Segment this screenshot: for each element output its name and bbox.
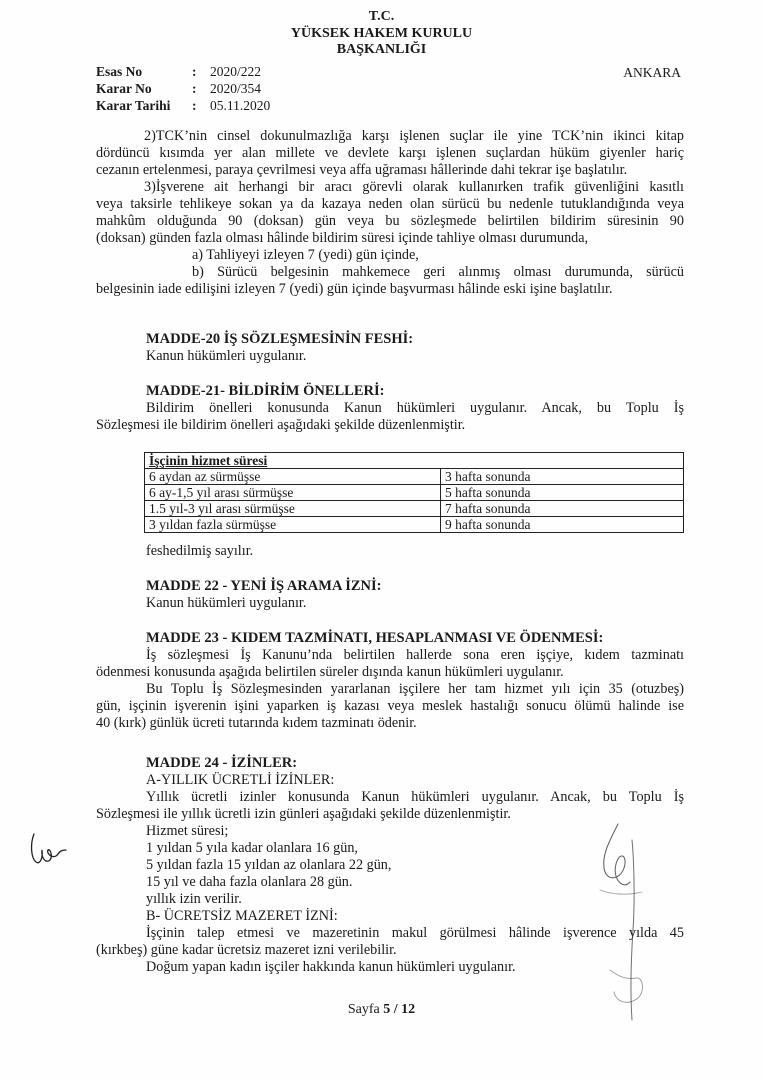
meta-label: Karar Tarihi xyxy=(96,98,171,113)
table-cell-period: 1.5 yıl-3 yıl arası sürmüşse xyxy=(145,501,441,517)
meta-label: Karar No xyxy=(96,81,152,96)
paragraph-line: cezanın ertelenmesi, paraya çevrilmesi veya affa uğraması hâllerinde dahi tekrar işe başlatılır. xyxy=(96,162,628,178)
paragraph-line: 2)TCK’nin cinsel dokunulmazlığa karşı işlenen suçlar ile yine TCK’nin ikinci kitap xyxy=(144,128,684,144)
paragraph-line: belgesinin iade edilişini izleyen 7 (yedi) gün içinde başvurması hâlinde eski işine başlatılır. xyxy=(96,281,613,297)
meta-value: 2020/222 xyxy=(210,64,262,79)
article-23 xyxy=(96,630,684,732)
header-tc: T.C. xyxy=(368,9,395,24)
table-cell-period: 3 yıldan fazla sürmüşse xyxy=(145,517,441,533)
paragraph-line: veya taksirle tehlikeye sokan ya da kazaya neden olan sürücü bu nedenle tutuklandığında veya xyxy=(96,196,684,212)
table-cell-notice: 5 hafta sonunda xyxy=(441,485,684,501)
page-number-value: 5 / 12 xyxy=(383,1002,416,1017)
article-title: MADDE 24 - İZİNLER: xyxy=(146,755,298,771)
page-number xyxy=(0,1001,763,1018)
list-item: 1 yıldan 5 yıla kadar olanlara 16 gün, xyxy=(146,840,358,856)
paragraph-line: Sözleşmesi ile yıllık ücretli izin günleri aşağıdaki şekilde düzenlenmiştir. xyxy=(96,806,511,822)
meta-value: 2020/354 xyxy=(210,81,262,96)
article-body: Kanun hükümleri uygulanır. xyxy=(146,348,307,364)
table-row xyxy=(145,485,684,501)
subsection-title: A-YILLIK ÜCRETLİ İZİNLER: xyxy=(146,772,335,788)
list-item-a: a) Tahliyeyi izleyen 7 (yedi) gün içinde, xyxy=(192,247,419,263)
list-item: 5 yıldan fazla 15 yıldan az olanlara 22 gün, xyxy=(146,857,392,873)
case-meta xyxy=(96,63,270,114)
list-item: yıllık izin verilir. xyxy=(146,891,242,907)
table-footnote xyxy=(96,543,684,560)
meta-colon: : xyxy=(192,81,197,96)
meta-colon: : xyxy=(192,98,197,113)
header-institution: YÜKSEK HAKEM KURULU xyxy=(290,26,473,41)
table-header-row xyxy=(145,453,684,469)
paragraph-line: gün, işçinin işverenin işini yaparken iş kazası veya meslek hastalığı sonucu ölümü halinde ise xyxy=(96,698,684,714)
article-title: MADDE-20 İŞ SÖZLEŞMESİNİN FESHİ: xyxy=(146,331,414,347)
meta-row-esas xyxy=(96,63,270,80)
article-title: MADDE-21- BİLDİRİM ÖNELLERİ: xyxy=(146,383,385,399)
paragraph-line: ödenmesi konusunda aşağıda belirtilen süreler dışında kanun hükümleri uygulanır. xyxy=(96,664,564,680)
header-department: BAŞKANLIĞI xyxy=(336,42,427,57)
page-number-prefix: Sayfa xyxy=(347,1002,384,1017)
table-row xyxy=(145,517,684,533)
meta-row-tarih xyxy=(96,97,270,114)
table-cell-period: 6 ay-1,5 yıl arası sürmüşse xyxy=(145,485,441,501)
article-22 xyxy=(96,578,684,612)
table-cell-notice: 7 hafta sonunda xyxy=(441,501,684,517)
paragraph-line: dördüncü kısımda yer alan millete ve devlete karşı işlenen suçlardan hüküm giyenler hariç xyxy=(96,145,684,161)
table-cell-notice: 9 hafta sonunda xyxy=(441,517,684,533)
table-row xyxy=(145,469,684,485)
table-row xyxy=(145,501,684,517)
meta-row-karar xyxy=(96,80,270,97)
list-item: 15 yıl ve daha fazla olanlara 28 gün. xyxy=(146,874,353,890)
list-item-b: b) Sürücü belgesinin mahkemece geri alınmış olması durumunda, sürücü xyxy=(192,264,684,280)
paragraph-line: mahkûm olduğunda 90 (doksan) gün veya bu sözleşmede belirtilen bildirim süresinin 90 xyxy=(96,213,684,229)
intro-section xyxy=(96,128,684,298)
meta-value: 05.11.2020 xyxy=(210,98,271,113)
notice-period-table xyxy=(144,452,684,533)
meta-label: Esas No xyxy=(96,64,143,79)
paragraph-line: Bildirim önelleri konusunda Kanun hükümleri uygulanır. Ancak, bu Toplu İş xyxy=(146,400,684,416)
article-21 xyxy=(96,383,684,434)
article-body: Kanun hükümleri uygulanır. xyxy=(146,595,307,611)
paragraph-line: İşçinin talep etmesi ve mazeretinin makul görülmesi hâlinde işverence yılda 45 xyxy=(146,925,684,941)
paragraph-line: Yıllık ücretli izinler konusunda Kanun hükümleri uygulanır. Ancak, bu Toplu İş xyxy=(146,789,684,805)
paragraph-line: feshedilmiş sayılır. xyxy=(146,543,254,559)
paragraph-line: (doksan) günden fazla olması hâlinde bildirim süresi içinde tahliye olması durumunda, xyxy=(96,230,589,246)
table-cell-notice: 3 hafta sonunda xyxy=(441,469,684,485)
table-header: İşçinin hizmet süresi xyxy=(145,453,684,469)
table-cell-period: 6 aydan az sürmüşse xyxy=(145,469,441,485)
handwritten-initials-signature xyxy=(28,828,72,868)
handwritten-signature xyxy=(580,820,660,1030)
meta-colon: : xyxy=(192,64,197,79)
article-title: MADDE 23 - KIDEM TAZMİNATI, HESAPLANMASI VE ÖDENMESİ: xyxy=(146,630,604,646)
city-label: ANKARA xyxy=(623,65,681,80)
paragraph-line: Doğum yapan kadın işçiler hakkında kanun hükümleri uygulanır. xyxy=(146,959,516,975)
paragraph-line: İş sözleşmesi İş Kanunu’nda belirtilen hallerde sona eren işçiye, kıdem tazminatı xyxy=(146,647,684,663)
article-20 xyxy=(96,331,684,365)
list-item: Hizmet süresi; xyxy=(146,823,229,839)
paragraph-line: Bu Toplu İş Sözleşmesinden yararlanan işçilere her tam hizmet yılı için 35 (otuzbeş) xyxy=(146,681,684,697)
paragraph-line: (kırkbeş) güne kadar ücretsiz mazeret izni verilebilir. xyxy=(96,942,397,958)
paragraph-line: 3)İşverene ait herhangi bir aracı görevli olarak kullanırken trafik güvenliğini kasıtlı xyxy=(144,179,684,195)
paragraph-line: 40 (kırk) günlük ücreti tutarında kıdem tazminatı ödenir. xyxy=(96,715,417,731)
article-title: MADDE 22 - YENİ İŞ ARAMA İZNİ: xyxy=(146,578,382,594)
paragraph-line: Sözleşmesi ile bildirim önelleri aşağıdaki şekilde düzenlenmiştir. xyxy=(96,417,466,433)
subsection-title: B- ÜCRETSİZ MAZERET İZNİ: xyxy=(146,908,338,924)
